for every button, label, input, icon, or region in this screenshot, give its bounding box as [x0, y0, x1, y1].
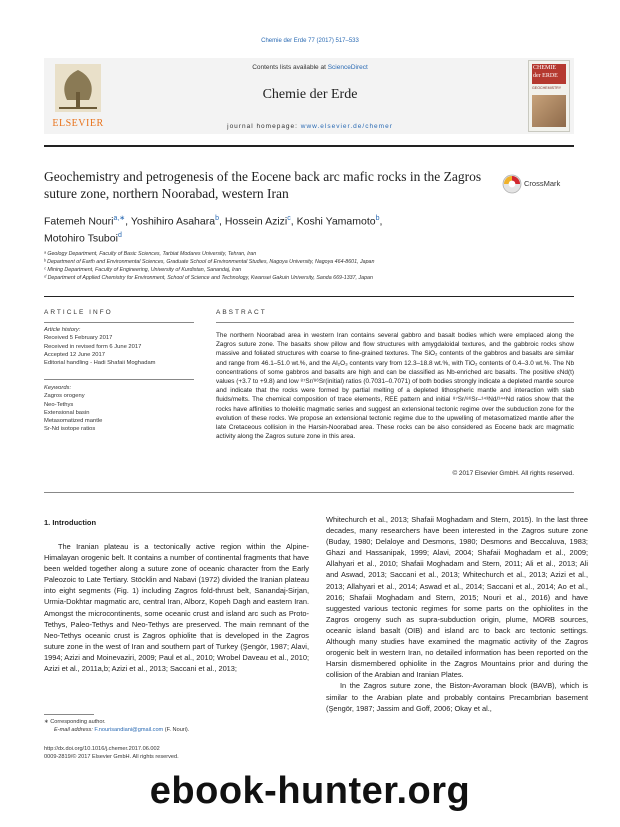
- author-name[interactable]: Yoshihiro Asahara: [130, 215, 216, 228]
- journal-citation[interactable]: Chemie der Erde 77 (2017) 517–533: [261, 38, 359, 44]
- keywords-label: Keywords:: [44, 385, 72, 391]
- footnote-rule: [44, 714, 94, 715]
- article-info-heading: ARTICLE INFO: [44, 309, 113, 316]
- author-name[interactable]: Koshi Yamamoto: [296, 215, 376, 228]
- affiliation-b: ᵇ Department of Earth and Environmental Sciences, Graduate School of Environmental Studies, Nagoya University, Nagoya 464-8601, Japan: [44, 259, 375, 265]
- article-title: Geochemistry and petrogenesis of the Eocene back arc mafic rocks in the Zagros suture zone, northern Noorabad, western Iran: [44, 169, 482, 201]
- author-list: Fatemeh Nouri$^{a,∗}$, Yoshihiro Asahara$^b$, Hossein Azizi$^c$, Koshi Yamamoto$^b$, Motohiro Tsuboi$^d$: [44, 215, 383, 244]
- abstract-text: The northern Noorabad area in western Iran contains several gabbro and basalt bodies which were emplaced along the Zagros suture zone. The basalts show pillow and flow structures with amygdaloidal textures, and the gabbroic rocks show massive and foliated structures with coarse to fine-grained textures. The SiO₂ contents of the gabbros and basalts are similar and range from 46.1–51.0 wt.%, and the Al₂O₃ contents vary from 12.3–18.8 wt.%, with TiO₂ contents of 0.4–3.0 wt.%. The Nb concentrations of some gabbros and basalts are high and can be classified as Nb-enriched arc basalts. The positive εNd(t) values (+3.7 to +9.8) and low ⁸⁷Sr/⁸⁶Sr(initial) ratios (0.7031–0.7071) of both bodies strongly indicate a depleted mantle source and indicate that the rocks were formed by partial melting of a depleted lithospheric mantle and interaction with slab fluids/melts. The chemical composition of trace elements, REE pattern and initial ⁸⁷Sr/⁸⁶Sr–¹⁴³Nd/¹⁴⁴Nd ratios show that the rocks have affinities to tholeiitic magmatic series and suggest an extensional tectonic regime over the subduction zone for the evolution of these rocks. We propose an extensional tectonic regime due to the upwelling of metasomatized mantle after the late Cretaceous collision in the Harsin-Noorabad area. These rocks can be also considered as Eocene back arc magmatic activity along the Zagros suture zone in this area.: [216, 332, 574, 441]
- email-line: E-mail address: F.nourisandiani@gmail.com (F. Nouri).: [54, 727, 190, 733]
- watermark-text: ebook-hunter.org: [149, 770, 471, 812]
- cover-subtitle: GEOCHEMISTRY: [532, 86, 562, 90]
- intro-paragraph-2: In the Zagros suture zone, the Biston-Avoraman block (BAVB), which is similar to the Arabian plate and probably contains Precambrian basement (Şengör, 1987; Jassim and Goff, 2006; Okay et al.,: [326, 681, 588, 713]
- author-affiliation-marker[interactable]: d: [117, 231, 122, 239]
- crossmark-icon: [502, 174, 522, 194]
- issn-line: 0009-2819/© 2017 Elsevier GmbH. All rights reserved.: [44, 754, 179, 760]
- elsevier-wordmark: ELSEVIER: [52, 118, 104, 129]
- body-left-column: [44, 541, 309, 674]
- author-affiliation-marker[interactable]: c: [287, 215, 291, 222]
- keyword: Extensional basin: [44, 409, 90, 416]
- history-editor: Editorial handling - Hadi Shafaii Moghadam: [44, 360, 156, 367]
- cover-title-2: der ERDE: [533, 73, 558, 79]
- keyword: Neo-Tethys: [44, 401, 74, 408]
- journal-homepage-link[interactable]: www.elsevier.de/chemer: [300, 123, 393, 130]
- article-info-rule: [44, 322, 194, 323]
- sciencedirect-link[interactable]: ScienceDirect: [327, 64, 368, 71]
- cover-title-1: CHEMIE: [533, 65, 556, 71]
- abstract-bottom-rule: [44, 492, 574, 493]
- keywords-block: [44, 384, 194, 434]
- author-affiliation-marker[interactable]: b: [375, 215, 380, 222]
- header-rule: [44, 145, 574, 147]
- abstract-rule: [216, 322, 574, 323]
- affiliation-c: ᶜ Mining Department, Faculty of Engineering, University of Kurdistan, Sanandaj, Iran: [44, 267, 242, 273]
- intro-paragraph-1: The Iranian plateau is a tectonically active region within the Alpine-Himalayan orogenic belt. It contains a number of continental fragments that have been welded together along a suture zone of oceanic character from the Early Paleozoic to Late Tertiary. Stöcklin and Nabavi (1972) divided the Iranian plateau into eight segments (Fig. 1) including Zagros fold-thrust belt, Sanandaj-Sirjan, Urmia-Dokhtar magmatic arc, central Iran, Alborz, Kopeh Dagh and eastern Iran. Amongst the microcontinents, some oceanic crust and island arc such as Proto-Tethys, Paleo-Tethys and Neo-Tethys are preserved. The main remnant of the Neo-Tethys oceanic crust is Zagros ophiolite that is developed in the Zagros suture zone in the west of Iran and southern part of Turkey (Şengör, 1987; Alavi, 1994; Azizi and Moinevaziri, 2009; Paul et al., 2010; Wrobel Daveau et al., 2010; Azizi et al., 2011a,b; Azizi et al., 2013; Saccani et al., 2013;: [44, 542, 309, 674]
- history-received: Received 5 February 2017: [44, 335, 113, 342]
- history-accepted: Accepted 12 June 2017: [44, 351, 105, 358]
- keywords-rule: [44, 379, 194, 380]
- abstract-copyright: © 2017 Elsevier GmbH. All rights reserved.: [452, 470, 574, 477]
- keyword: Zagros orogeny: [44, 393, 85, 400]
- history-label: Article history:: [44, 327, 81, 333]
- corresponding-author-note: ∗ Corresponding author.: [44, 719, 106, 725]
- contents-available-line: Contents lists available at ScienceDirect: [252, 64, 368, 71]
- body-right-column: [326, 514, 588, 714]
- affiliation-a: ᵃ Geology Department, Faculty of Basic Sciences, Tarbiat Modares University, Tehran, Iran: [44, 251, 257, 257]
- crossmark-label: CrossMark: [524, 179, 561, 188]
- journal-cover-thumbnail: [528, 60, 570, 132]
- article-history: [44, 326, 194, 367]
- author-name[interactable]: Motohiro Tsuboi: [44, 232, 118, 244]
- author-affiliation-marker[interactable]: a,∗: [113, 215, 126, 222]
- crossmark-badge[interactable]: [502, 174, 574, 194]
- author-name[interactable]: Hossein Azizi: [224, 215, 288, 228]
- author-affiliation-marker[interactable]: b: [215, 215, 219, 222]
- history-revised: Received in revised form 6 June 2017: [44, 343, 142, 350]
- email-link[interactable]: F.nourisandiani@gmail.com: [94, 727, 164, 733]
- keyword: Metasomatized mantle: [44, 418, 103, 425]
- keyword: Sr-Nd isotope ratios: [44, 426, 96, 433]
- author-name[interactable]: Fatemeh Nouri: [44, 215, 114, 228]
- section-heading-introduction: 1. Introduction: [44, 518, 97, 527]
- intro-paragraph-1-continued: Whitechurch et al., 2013; Shafaii Moghadam and Stern, 2015). In the last three decades, many researchers have been interested in the Zagros suture zone (Buday, 1980; Delaloye and Desmons, 1980; Desmons and Beccaluva, 1983; Ghazi and Hassanipak, 1999; Alavi, 2004; Shafaii Moghadam et al., 2009; Allahyari et al., 2010; Shafaii Moghadam and Stern, 2011; Ali et al., 2013; Ali and Aswad, 2013; Saccani et al., 2013; Whitechurch et al., 2013; Azizi et al., 2013; Allahyari et al., 2014; Aswad et al., 2014; Saccani et al., 2014; Ao et al., 2016; Shafaii Moghadam and Stern, 2015; Nouri et al., 2016) and have suggested various tectonic regimes for some parts on the ophiolites in the Zagros orogeny such as supra-subduction origin, plume, MORB sources, oceanic island basalt (OIB) and island arc to back arc tectonic settings. Although many studies have examined the magmatic activity of the Zagros orogenic belt in western Iran, no detailed information has been reported on the Harsin dismembered ophiolite in the Zagros Mountains prior and during the collision of the Arabian and Iranian Plates.: [326, 515, 588, 680]
- affiliation-d: ᵈ Department of Applied Chemistry for Environment, School of Science and Technology, Kwansei Gakuin University, Sanda 669-1337, Japan: [44, 275, 373, 281]
- abstract-heading: ABSTRACT: [216, 309, 267, 316]
- journal-name: Chemie der Erde: [262, 87, 358, 102]
- journal-homepage-line: journal homepage: www.elsevier.de/chemer: [227, 123, 393, 130]
- doi-link[interactable]: http://dx.doi.org/10.1016/j.chemer.2017.06.002: [44, 746, 160, 752]
- affiliation-rule: [44, 296, 574, 297]
- cover-image: [532, 95, 566, 127]
